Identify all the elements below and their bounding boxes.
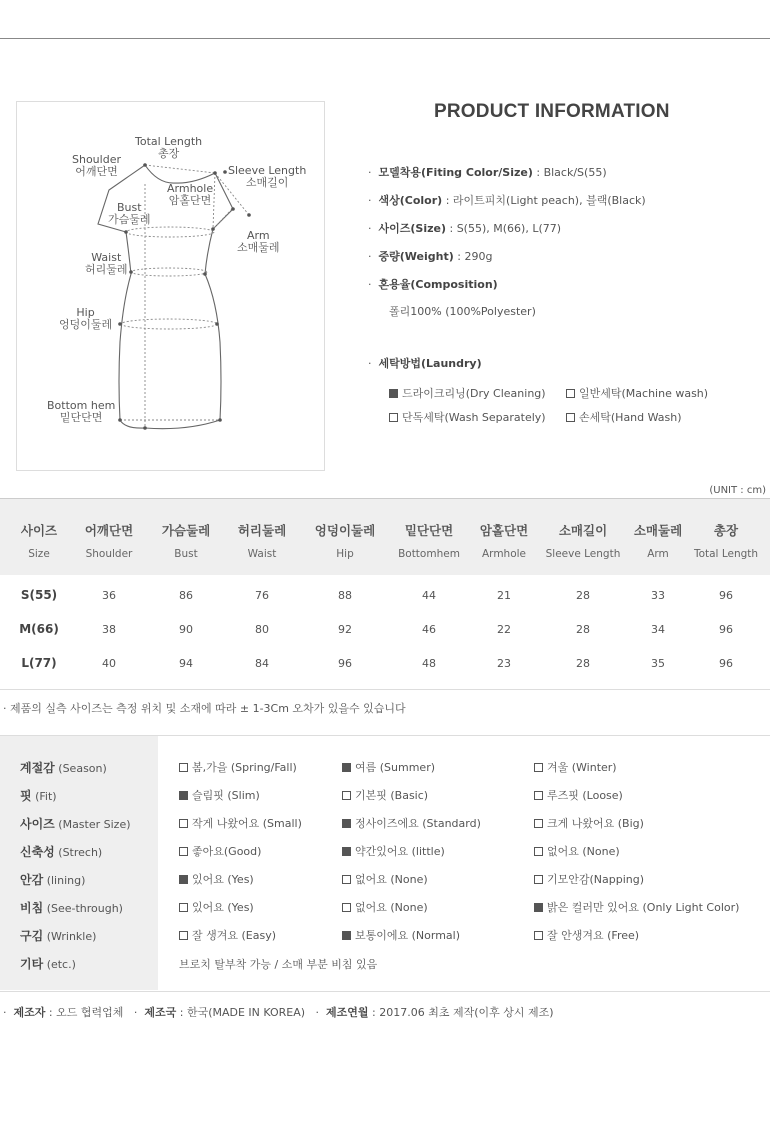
attribute-option-label: 여름 (Summer) [355, 761, 436, 774]
size-row-label: L(77) [21, 656, 57, 670]
attribute-label-ko: 안감 [20, 873, 44, 887]
size-table-cell: 96 [719, 589, 733, 602]
attribute-label-ko: 핏 [20, 789, 32, 803]
size-table-cell: 28 [576, 657, 590, 670]
attribute-option-label: 봄,가을 (Spring/Fall) [192, 761, 297, 774]
info-row-weight: · 중량(Weight) : 290g [368, 250, 493, 263]
size-table-cell: 76 [255, 589, 269, 602]
checkbox-unchecked [389, 413, 398, 422]
attribute-etc-text: 브로치 탈부착 가능 / 소매 부분 비침 있음 [179, 958, 378, 971]
attribute-label-en: (Strech) [58, 846, 103, 859]
size-row-label: S(55) [20, 588, 58, 602]
size-table-cell: 80 [255, 623, 269, 636]
label-armhole: Armhole 암홀단면 [167, 182, 214, 207]
attribute-option [179, 815, 302, 831]
header-shoulder: 어깨단면 Shoulder [84, 523, 134, 560]
attribute-option [342, 787, 428, 803]
attribute-label [20, 871, 85, 888]
checkbox-checked [389, 389, 398, 398]
attribute-option [342, 815, 481, 831]
measurement-note: · 제품의 실측 사이즈는 측정 위치 및 소재에 따라 ± 1-3Cm 오차가 있을수 있습니다 [3, 702, 406, 715]
attribute-label [20, 955, 76, 972]
checkbox-unchecked [179, 763, 188, 772]
attribute-label-en: (Wrinkle) [46, 930, 97, 943]
size-table-cell: 35 [651, 657, 665, 670]
header-waist: 허리둘레 Waist [237, 523, 287, 560]
attribute-option-label: 크게 나왔어요 (Big) [547, 817, 644, 830]
unit-label: (UNIT : cm) [709, 485, 766, 496]
checkbox-unchecked [534, 819, 543, 828]
attribute-option-label: 좋아요(Good) [192, 845, 262, 858]
laundry-machine-wash: 일반세탁(Machine wash) [566, 385, 708, 401]
attribute-option [179, 927, 276, 943]
attribute-label-en: (etc.) [46, 958, 76, 971]
size-table-cell: 28 [576, 623, 590, 636]
attribute-label-en: (See-through) [46, 902, 123, 915]
checkbox-unchecked [179, 819, 188, 828]
size-table-cell: 33 [651, 589, 665, 602]
size-table-cell: 92 [338, 623, 352, 636]
size-table-header [0, 499, 770, 575]
checkbox-unchecked [179, 847, 188, 856]
checkbox-unchecked [342, 875, 351, 884]
size-row-label: M(66) [19, 622, 59, 636]
laundry-dry-cleaning: 드라이크리닝(Dry Cleaning) [389, 385, 546, 401]
header-armhole: 암홀단면 Armhole [479, 523, 529, 560]
size-table-cell: 40 [102, 657, 116, 670]
attribute-option [534, 759, 617, 775]
size-table-cell: 96 [719, 657, 733, 670]
attribute-label [20, 787, 57, 804]
attribute-option [534, 871, 644, 887]
attribute-option [342, 899, 428, 915]
attribute-label-ko: 구김 [20, 929, 44, 943]
size-table-cell: 94 [179, 657, 193, 670]
checkbox-checked [342, 819, 351, 828]
attribute-option [342, 843, 445, 859]
attribute-label [20, 759, 107, 776]
size-table-cell: 48 [422, 657, 436, 670]
size-table-cell: 38 [102, 623, 116, 636]
attribute-option-label: 밝은 컬러만 있어요 (Only Light Color) [547, 901, 740, 914]
size-table-cell: 34 [651, 623, 665, 636]
attribute-label-ko: 기타 [20, 957, 44, 971]
attribute-option-label: 루즈핏 (Loose) [547, 789, 623, 802]
checkbox-checked [342, 847, 351, 856]
checkbox-checked [534, 903, 543, 912]
attribute-option-label: 기모안감(Napping) [547, 873, 645, 886]
attribute-option [534, 787, 623, 803]
attribute-option-label: 없어요 (None) [355, 901, 428, 914]
checkbox-unchecked [179, 903, 188, 912]
header-sleeve-length: 소매길이 Sleeve Length [545, 523, 621, 560]
attribute-option [342, 759, 435, 775]
label-shoulder: Shoulder 어깨단면 [72, 153, 121, 178]
attribute-option [534, 899, 739, 915]
info-row-size: · 사이즈(Size) : S(55), M(66), L(77) [368, 222, 562, 235]
size-table-cell: 46 [422, 623, 436, 636]
info-row-color: · 색상(Color) : 라이트피치(Light peach), 블랙(Black) [368, 194, 646, 207]
attribute-option-label: 정사이즈에요 (Standard) [355, 817, 481, 830]
label-waist: Waist 허리둘레 [85, 251, 128, 276]
checkbox-unchecked [534, 931, 543, 940]
label-bottom-hem: Bottom hem 밑단단면 [47, 399, 116, 424]
attribute-label-ko: 비침 [20, 901, 44, 915]
attribute-label [20, 843, 102, 860]
attribute-option [534, 927, 639, 943]
size-table-cell: 23 [497, 657, 511, 670]
attribute-label-en: (Season) [58, 762, 107, 775]
attribute-label [20, 899, 123, 916]
header-bust: 가슴둘레 Bust [161, 523, 211, 560]
header-size: 사이즈 Size [20, 523, 58, 560]
attribute-label-ko: 계절감 [20, 761, 55, 775]
product-info-title: PRODUCT INFORMATION [434, 101, 670, 122]
attribute-option [179, 899, 254, 915]
checkbox-unchecked [342, 791, 351, 800]
attribute-option [179, 759, 297, 775]
attribute-label-ko: 신축성 [20, 845, 55, 859]
laundry-wash-separately: 단독세탁(Wash Separately) [389, 409, 546, 425]
checkbox-unchecked [566, 389, 575, 398]
attribute-option [179, 843, 261, 859]
attribute-option [179, 871, 254, 887]
attribute-option [534, 815, 644, 831]
attributes-bottom-divider [0, 991, 770, 992]
laundry-title: · 세탁방법(Laundry) [368, 357, 482, 370]
size-table-cell: 84 [255, 657, 269, 670]
attribute-option [342, 871, 428, 887]
size-table-cell: 96 [338, 657, 352, 670]
attribute-option-label: 없어요 (None) [355, 873, 428, 886]
info-row-composition: · 혼용율(Composition) [368, 278, 498, 291]
attribute-option [342, 927, 460, 943]
label-hip: Hip 엉덩이둘레 [59, 306, 113, 331]
checkbox-checked [342, 763, 351, 772]
size-table-cell: 36 [102, 589, 116, 602]
attribute-option-label: 작게 나왔어요 (Small) [192, 817, 302, 830]
size-table-cell: 96 [719, 623, 733, 636]
attribute-label [20, 927, 96, 944]
size-table-cell: 21 [497, 589, 511, 602]
attribute-option-label: 있어요 (Yes) [192, 873, 254, 886]
label-arm: Arm 소매둘레 [237, 229, 280, 254]
header-hip: 엉덩이둘레 Hip [314, 523, 376, 560]
checkbox-unchecked [534, 791, 543, 800]
checkbox-checked [342, 931, 351, 940]
attribute-option-label: 잘 안생겨요 (Free) [547, 929, 640, 942]
attribute-option-label: 있어요 (Yes) [192, 901, 254, 914]
attribute-option [534, 843, 620, 859]
checkbox-unchecked [342, 903, 351, 912]
attribute-label-en: (Master Size) [58, 818, 131, 831]
label-bust: Bust 가슴둘레 [108, 201, 151, 226]
size-table-cell: 22 [497, 623, 511, 636]
attribute-label-ko: 사이즈 [20, 817, 55, 831]
attribute-option-label: 기본핏 (Basic) [355, 789, 429, 802]
size-table-cell: 44 [422, 589, 436, 602]
attribute-option-label: 잘 생겨요 (Easy) [192, 929, 277, 942]
attribute-option-label: 보통이에요 (Normal) [355, 929, 461, 942]
checkbox-checked [179, 875, 188, 884]
manufacturer-info: · 제조자 : 오드 협력업체 · 제조국 : 한국(MADE IN KOREA) · 제조연월 : 2017.06 최초 제작(이후 상시 제조) [3, 1006, 554, 1019]
laundry-hand-wash: 손세탁(Hand Wash) [566, 409, 682, 425]
header-total-length: 총장 Total Length [693, 523, 759, 560]
attribute-option-label: 약간있어요 (little) [355, 845, 445, 858]
attribute-label-en: (Fit) [35, 790, 57, 803]
header-bottomhem: 밑단단면 Bottomhem [398, 523, 460, 560]
attribute-option-label: 겨울 (Winter) [547, 761, 617, 774]
checkbox-unchecked [566, 413, 575, 422]
attribute-label-en: (lining) [46, 874, 86, 887]
checkbox-unchecked [534, 847, 543, 856]
size-table-cell: 88 [338, 589, 352, 602]
label-total-length: Total Length 총장 [135, 135, 203, 160]
checkbox-unchecked [534, 763, 543, 772]
checkbox-checked [179, 791, 188, 800]
attribute-option [179, 787, 260, 803]
attribute-option-label: 슬림핏 (Slim) [192, 789, 260, 802]
size-table-cell: 86 [179, 589, 193, 602]
checkbox-unchecked [179, 931, 188, 940]
composition-value: 폴리100% (100%Polyester) [389, 305, 536, 318]
label-sleeve-length: Sleeve Length 소매길이 [228, 164, 307, 189]
measurement-diagram [16, 101, 325, 471]
info-row-model-fit: · 모델착용(Fiting Color/Size) : Black/S(55) [368, 166, 607, 179]
table-bottom-divider [0, 689, 770, 690]
top-divider [0, 38, 770, 39]
header-arm: 소매둘레 Arm [633, 523, 683, 560]
size-table-cell: 90 [179, 623, 193, 636]
checkbox-unchecked [534, 875, 543, 884]
attribute-option-label: 없어요 (None) [547, 845, 620, 858]
attribute-label [20, 815, 131, 832]
size-table-cell: 28 [576, 589, 590, 602]
